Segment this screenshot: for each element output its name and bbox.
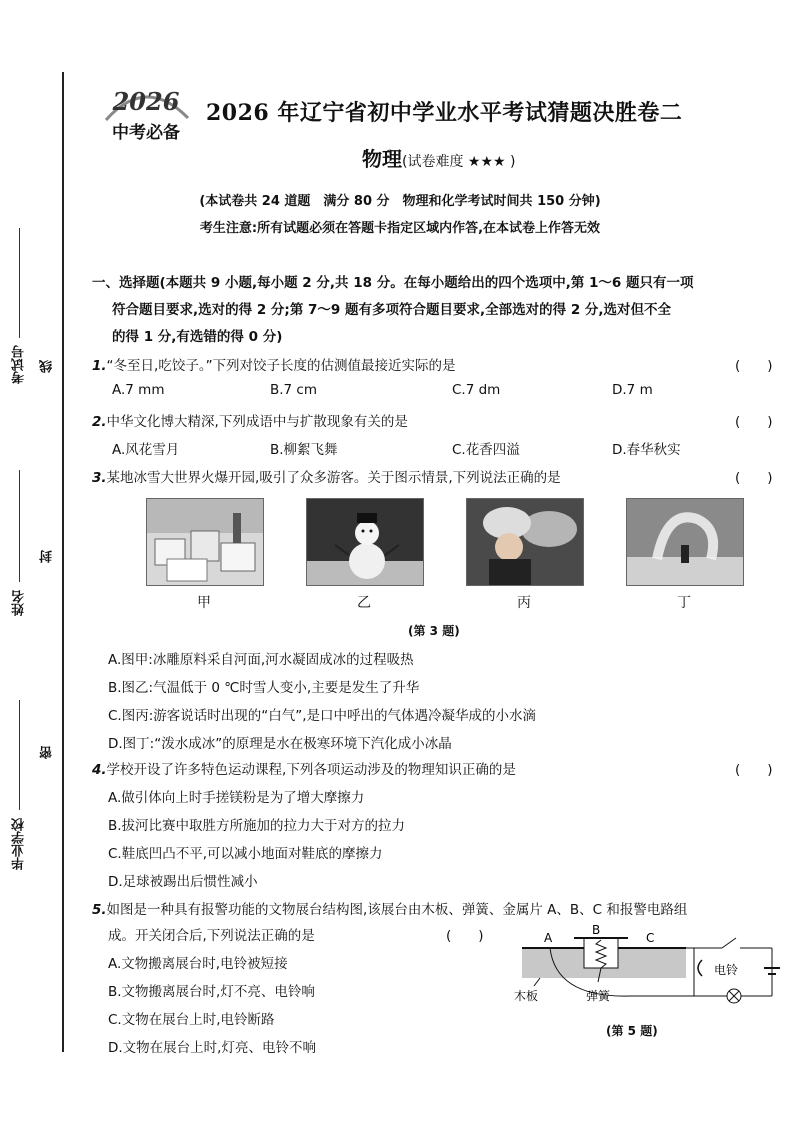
q1-number: 1. <box>92 358 107 374</box>
cut-line-mark: 线 <box>40 360 55 373</box>
q4-stem <box>92 758 516 778</box>
q1-option-b: B.7 cm <box>270 382 318 398</box>
q1-option-d: D.7 m <box>612 382 653 398</box>
q4-option-d: D.足球被踢出后惯性减小 <box>108 874 258 890</box>
exam-number-rule <box>19 228 20 338</box>
q3-option-a: A.图甲:冰雕原料采自河面,河水凝固成冰的过程吸热 <box>108 652 414 668</box>
q5-text-1: 如图是一种具有报警功能的文物展台结构图,该展台由木板、弹簧、金属片 A、B、C 和报警电路组 <box>106 902 688 918</box>
binding-margin <box>0 0 62 1132</box>
q5-stem-line-2: 成。开关闭合后,下列说法正确的是 <box>108 928 315 944</box>
photo-snowman <box>306 498 424 586</box>
q5-answer-paren: ( ) <box>446 928 484 944</box>
caption-bing: 丙 <box>517 595 531 611</box>
section-1-line-3: 的得 1 分,有选错的得 0 分) <box>112 329 283 345</box>
cut-seal-mark: 封 <box>40 550 55 563</box>
q4-answer-paren: ( ) <box>735 762 773 778</box>
q1-stem <box>92 354 456 374</box>
q5-option-a: A.文物搬离展台时,电铃被短接 <box>108 956 288 972</box>
q2-option-d: D.春华秋实 <box>612 442 681 458</box>
photo-white-breath <box>466 498 584 586</box>
q3-answer-paren: ( ) <box>735 470 773 486</box>
q4-option-a: A.做引体向上时手搓镁粉是为了增大摩擦力 <box>108 790 365 806</box>
q5-option-b: B.文物搬离展台时,灯不亮、电铃响 <box>108 984 315 1000</box>
q2-option-c: C.花香四溢 <box>452 442 520 458</box>
q5-circuit-diagram <box>510 920 800 1022</box>
logo-year: 2026 <box>112 87 180 116</box>
q3-figure-caption: (第 3 题) <box>408 624 460 638</box>
logo-text: 中考必备 <box>112 123 180 143</box>
q2-answer-paren: ( ) <box>735 414 773 430</box>
q4-option-b: B.拔河比赛中取胜方所施加的拉力大于对方的拉力 <box>108 818 406 834</box>
photo-ice-sculpture <box>146 498 264 586</box>
caption-yi: 乙 <box>357 595 371 611</box>
school-label: 毕业学校 <box>12 818 27 870</box>
exam-info: (本试卷共 24 道题 满分 80 分 物理和化学考试时间共 150 分钟) <box>199 194 601 209</box>
q5-figure-caption: (第 5 题) <box>606 1024 658 1038</box>
switch-icon <box>722 938 736 948</box>
q2-text: 中华文化博大精深,下列成语中与扩散现象有关的是 <box>106 414 408 430</box>
subject-title: 物理 <box>362 147 402 171</box>
q5-option-c: C.文物在展台上时,电铃断路 <box>108 1012 275 1028</box>
q1-option-a: A.7 mm <box>112 382 165 398</box>
section-1-line-2: 符合题目要求,选对的得 2 分;第 7～9 题有多项符合题目要求,全部选对的得 2 分,选对但不全 <box>112 302 672 318</box>
q5-number: 5. <box>92 902 107 918</box>
exam-title: 2026 年辽宁省初中学业水平考试猜题决胜卷二 <box>206 100 683 126</box>
section-1-line-1: 一、选择题(本题共 9 小题,每小题 2 分,共 18 分。在每小题给出的四个选项中,第 1～6 题只有一项 <box>92 275 694 291</box>
label-spring: 弹簧 <box>586 989 611 1003</box>
q1-option-c: C.7 dm <box>452 382 501 398</box>
exam-number-label: 考试号 <box>12 345 27 384</box>
q4-number: 4. <box>92 762 107 778</box>
q3-option-c: C.图丙:游客说话时出现的“白气”,是口中呼出的气体遇冷凝华成的小水滴 <box>108 708 537 724</box>
name-label: 姓名 <box>12 590 27 616</box>
label-bell: 电铃 <box>714 963 739 977</box>
difficulty: (试卷难度 ★★★ ) <box>402 154 516 170</box>
photo-water-to-ice <box>626 498 744 586</box>
q3-option-b: B.图乙:气温低于 0 ℃时雪人变小,主要是发生了升华 <box>108 680 420 696</box>
school-rule <box>19 700 20 810</box>
q3-stem <box>92 466 561 486</box>
label-a: A <box>544 931 553 945</box>
q2-option-b: B.柳絮飞舞 <box>270 442 338 458</box>
bell-icon <box>698 960 702 976</box>
q1-text: “冬至日,吃饺子。”下列对饺子长度的估测值最接近实际的是 <box>106 358 456 374</box>
q3-number: 3. <box>92 470 107 486</box>
label-wood: 木板 <box>514 989 539 1003</box>
name-rule <box>19 470 20 582</box>
logo <box>96 80 196 146</box>
label-c: C <box>646 931 655 945</box>
subject-line <box>362 143 515 172</box>
q3-text: 某地冰雪大世界火爆开园,吸引了众多游客。关于图示情景,下列说法正确的是 <box>106 470 561 486</box>
q5-stem-line-1 <box>92 898 687 918</box>
q2-option-a: A.风花雪月 <box>112 442 180 458</box>
label-b: B <box>592 923 601 937</box>
q4-text: 学校开设了许多特色运动课程,下列各项运动涉及的物理知识正确的是 <box>106 762 516 778</box>
q5-option-d: D.文物在展台上时,灯亮、电铃不响 <box>108 1040 316 1056</box>
q1-answer-paren: ( ) <box>735 358 773 374</box>
caption-ding: 丁 <box>677 595 691 611</box>
caption-jia: 甲 <box>197 595 211 611</box>
q4-option-c: C.鞋底凹凸不平,可以减小地面对鞋底的摩擦力 <box>108 846 383 862</box>
q3-option-d: D.图丁:“泼水成冰”的原理是水在极寒环境下汽化成小冰晶 <box>108 736 452 752</box>
q2-stem <box>92 410 408 430</box>
cut-fold-mark: 密 <box>40 746 55 759</box>
exam-notice: 考生注意:所有试题必须在答题卡指定区域内作答,在本试卷上作答无效 <box>199 221 601 236</box>
q2-number: 2. <box>92 414 107 430</box>
